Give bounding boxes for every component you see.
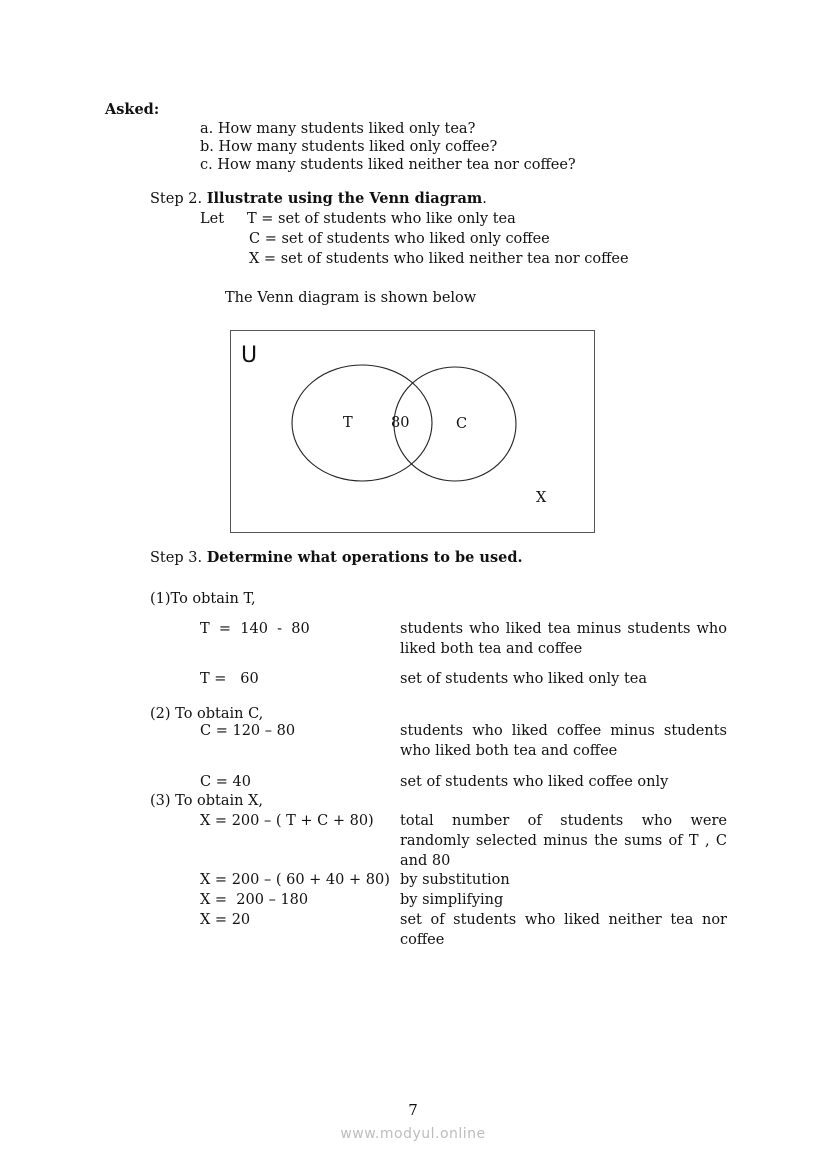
part1-desc2: set of students who liked only tea [400, 671, 648, 687]
step3-title: Determine what operations to be used. [206, 549, 523, 566]
venn-diagram [230, 330, 595, 533]
asked-heading: Asked: [105, 101, 160, 118]
part2-eq2: C = 40 [200, 774, 251, 790]
part2-eq1: C = 120 – 80 [200, 723, 296, 739]
definition-c: C = set of students who liked only coffee [249, 231, 550, 247]
part3-eq4: X = 20 [200, 912, 251, 928]
question-a: a. How many students liked only tea? [200, 121, 476, 137]
let-label: Let [200, 211, 225, 227]
step2-title: Illustrate using the Venn diagram [206, 190, 483, 207]
intersection-label: 80 [391, 415, 410, 431]
definition-t: T = set of students who like only tea [247, 211, 516, 227]
neither-label: X [536, 490, 547, 506]
part1-eq2: T = 60 [200, 671, 259, 687]
part1-heading: (1)To obtain T, [150, 591, 256, 607]
step3-prefix: Step 3. [150, 550, 207, 566]
part3-heading: (3) To obtain X, [150, 793, 264, 809]
part2-desc2: set of students who liked coffee only [400, 774, 669, 790]
part3-desc3: by simplifying [400, 892, 504, 908]
part3-eq3: X = 200 – 180 [200, 892, 309, 908]
part3-desc1: total number of students who were randomly selected minus the sums of T , C and 80 [400, 813, 727, 869]
page-number: 7 [408, 1101, 418, 1119]
venn-intro: The Venn diagram is shown below [225, 290, 477, 306]
part3-desc2: by substitution [400, 872, 510, 888]
step2-suffix: . [482, 191, 487, 207]
universe-label: U [241, 343, 258, 368]
step2-prefix: Step 2. [150, 191, 207, 207]
part1-eq1: T = 140 - 80 [200, 621, 310, 637]
step2-heading [150, 190, 487, 208]
coffee-only-label: C [456, 416, 468, 432]
part3-desc4: set of students who liked neither tea nor coffee [400, 912, 727, 948]
question-c: c. How many students liked neither tea nor coffee? [200, 157, 576, 173]
step3-heading [150, 549, 523, 567]
part2-heading: (2) To obtain C, [150, 706, 264, 722]
question-b: b. How many students liked only coffee? [200, 139, 498, 155]
part2-desc1: students who liked coffee minus students who liked both tea and coffee [400, 723, 727, 759]
part3-eq1: X = 200 – ( T + C + 80) [200, 813, 374, 829]
watermark: www.modyul.online [340, 1126, 486, 1142]
part3-eq2: X = 200 – ( 60 + 40 + 80) [200, 872, 390, 888]
tea-only-label: T [343, 415, 353, 431]
definition-x: X = set of students who liked neither tea nor coffee [249, 251, 629, 267]
part1-desc1: students who liked tea minus students who liked both tea and coffee [400, 621, 727, 657]
